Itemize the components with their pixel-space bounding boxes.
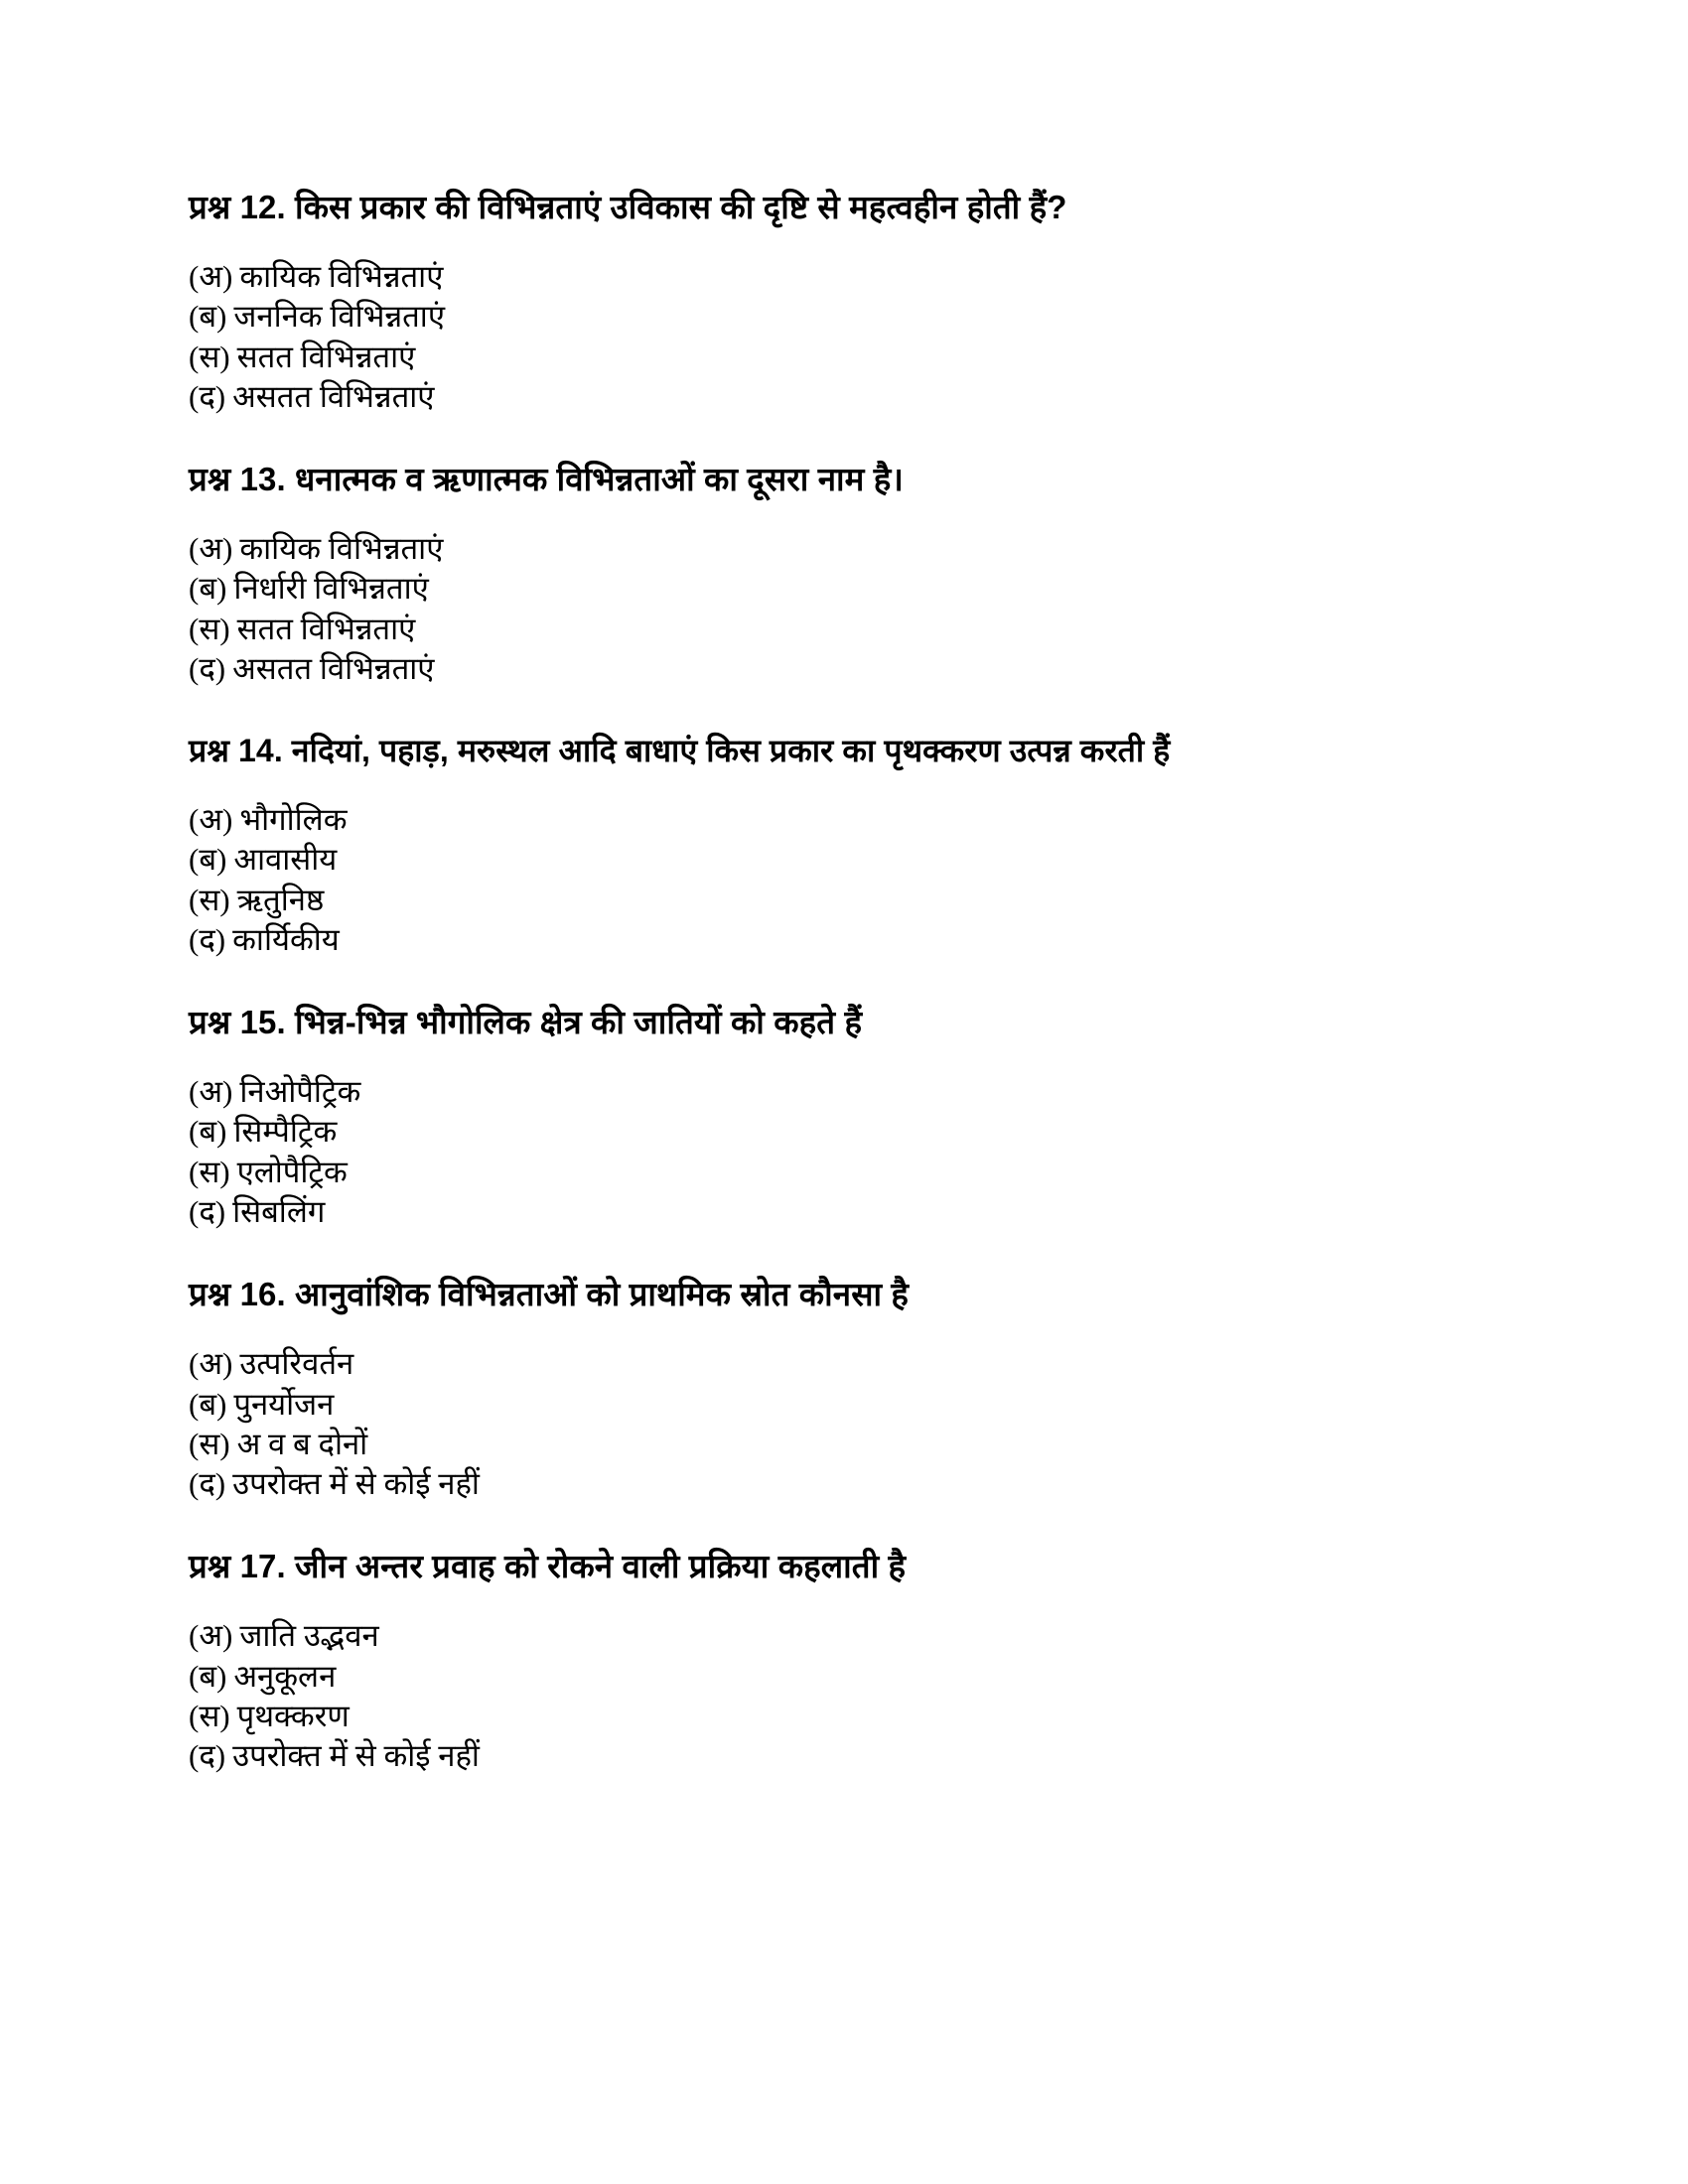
option-list (189, 800, 1539, 960)
option-item[interactable] (189, 569, 1539, 609)
option-label: (स) (189, 339, 230, 374)
option-item[interactable] (189, 1616, 1539, 1656)
question-block (189, 461, 1539, 689)
option-label: (ब) (189, 842, 227, 878)
option-label: (द) (189, 921, 226, 957)
question-block (189, 1276, 1539, 1504)
option-text: ऋतुनिष्ठ (236, 882, 325, 917)
option-label: (द) (189, 1466, 226, 1502)
option-label: (अ) (189, 1618, 233, 1654)
option-item[interactable] (189, 338, 1539, 377)
option-text: असतत विभिन्नताएं (232, 378, 435, 414)
option-item[interactable] (189, 800, 1539, 840)
option-item[interactable] (189, 1153, 1539, 1192)
option-text: सिम्पैट्रिक (233, 1114, 338, 1150)
question-heading: प्रश्न 15. भिन्न-भिन्न भौगोलिक क्षेत्र की जातियों को कहते हैं (189, 1004, 863, 1041)
option-item[interactable] (189, 1736, 1539, 1776)
option-item[interactable] (189, 1112, 1539, 1152)
option-label: (ब) (189, 1114, 227, 1150)
option-text: असतत विभिन्नताएं (232, 650, 435, 686)
option-label: (द) (189, 378, 226, 414)
option-text: निओपैट्रिक (239, 1074, 361, 1110)
option-label: (स) (189, 882, 230, 917)
option-label: (स) (189, 1698, 230, 1733)
option-item[interactable] (189, 1697, 1539, 1736)
option-label: (ब) (189, 571, 227, 607)
question-block (189, 1004, 1539, 1232)
option-label: (स) (189, 611, 230, 646)
option-list (189, 529, 1539, 689)
option-label: (द) (189, 1738, 226, 1774)
option-text: कायिक विभिन्नताएं (239, 258, 444, 294)
option-text: कार्यिकीय (232, 921, 340, 957)
option-item[interactable] (189, 1425, 1539, 1464)
option-item[interactable] (189, 1385, 1539, 1425)
question-heading: प्रश्न 14. नदियां, पहाड़, मरुस्थल आदि बाधाएं किस प्रकार का पृथक्करण उत्पन्न करती हैं (189, 733, 1171, 769)
option-text: पृथक्करण (236, 1698, 350, 1733)
question-block (189, 733, 1539, 960)
option-text: उपरोक्त में से कोई नहीं (232, 1466, 480, 1502)
option-item[interactable] (189, 1072, 1539, 1112)
option-label: (द) (189, 1194, 226, 1230)
option-item[interactable] (189, 1192, 1539, 1232)
option-text: निर्धारी विभिन्नताएं (233, 571, 429, 607)
option-label: (ब) (189, 299, 227, 335)
option-text: अ व ब दोनों (236, 1426, 368, 1461)
option-label: (अ) (189, 258, 233, 294)
option-item[interactable] (189, 257, 1539, 297)
option-list (189, 1344, 1539, 1504)
option-text: उत्परिवर्तन (239, 1346, 354, 1382)
option-item[interactable] (189, 840, 1539, 880)
option-text: आवासीय (233, 842, 338, 878)
question-heading: प्रश्न 17. जीन अन्तर प्रवाह को रोकने वाली प्रक्रिया कहलाती है (189, 1548, 907, 1585)
option-label: (स) (189, 1154, 230, 1189)
option-item[interactable] (189, 1344, 1539, 1384)
option-label: (स) (189, 1426, 230, 1461)
option-item[interactable] (189, 881, 1539, 920)
option-list (189, 1072, 1539, 1232)
option-list (189, 257, 1539, 417)
question-heading: प्रश्न 13. धनात्मक व ऋणात्मक विभिन्नताओं का दूसरा नाम है। (189, 461, 904, 498)
option-text: पुनर्योजन (233, 1386, 335, 1422)
option-item[interactable] (189, 649, 1539, 689)
option-item[interactable] (189, 1657, 1539, 1697)
option-item[interactable] (189, 1464, 1539, 1504)
option-item[interactable] (189, 920, 1539, 960)
option-label: (ब) (189, 1658, 227, 1694)
option-text: उपरोक्त में से कोई नहीं (232, 1738, 480, 1774)
option-text: जननिक विभिन्नताएं (233, 299, 445, 335)
question-heading: प्रश्न 12. किस प्रकार की विभिन्नताएं उविकास की दृष्टि से महत्वहीन होती हैं? (189, 189, 1067, 225)
option-label: (अ) (189, 802, 233, 837)
option-text: एलोपैट्रिक (236, 1154, 348, 1189)
option-text: कायिक विभिन्नताएं (239, 531, 444, 567)
option-label: (अ) (189, 531, 233, 567)
option-label: (द) (189, 650, 226, 686)
option-label: (ब) (189, 1386, 227, 1422)
option-label: (अ) (189, 1346, 233, 1382)
option-item[interactable] (189, 529, 1539, 569)
question-block (189, 1548, 1539, 1776)
option-list (189, 1616, 1539, 1776)
option-text: सिबलिंग (232, 1194, 326, 1230)
question-heading: प्रश्न 16. आनुवांशिक विभिन्नताओं को प्राथमिक स्रोत कौनसा है (189, 1276, 910, 1313)
question-block (189, 189, 1539, 417)
option-label: (अ) (189, 1074, 233, 1110)
option-item[interactable] (189, 297, 1539, 337)
option-text: जाति उद्भवन (239, 1618, 379, 1654)
option-item[interactable] (189, 377, 1539, 417)
option-text: अनुकूलन (233, 1658, 337, 1694)
option-text: भौगोलिक (239, 802, 348, 837)
option-text: सतत विभिन्नताएं (236, 339, 416, 374)
option-item[interactable] (189, 610, 1539, 649)
option-text: सतत विभिन्नताएं (236, 611, 416, 646)
